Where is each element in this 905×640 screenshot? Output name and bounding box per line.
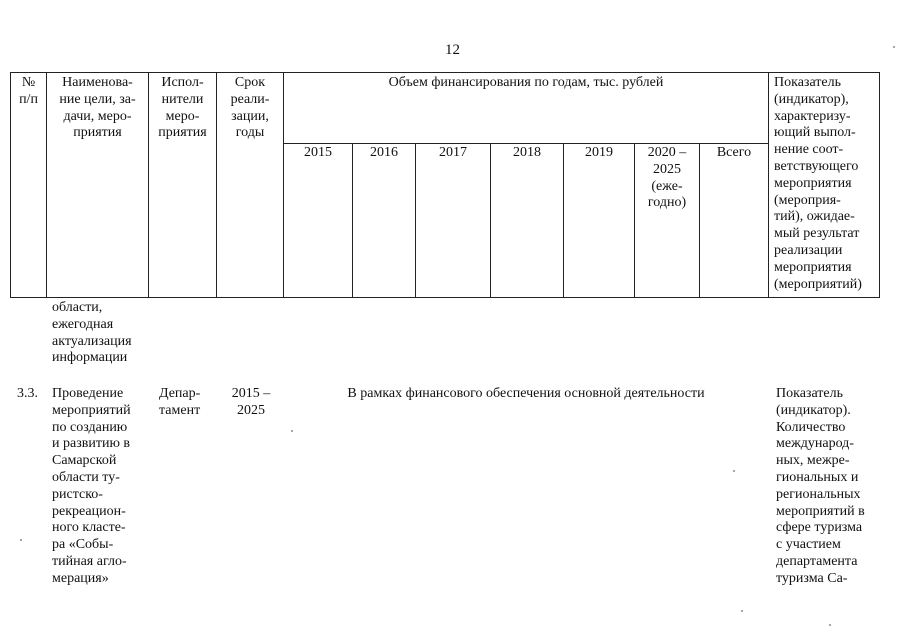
row-3-3-name: Проведение мероприятий по созданию и развитию в Самарской области ту- ристско- рекреацион- ного класте- ра «Собы- тийная агло- мерация»: [52, 386, 131, 586]
row-3-3-funding: В рамках финансового обеспечения основной деятельности: [347, 386, 705, 401]
scan-speck: [291, 430, 293, 432]
scan-speck: [829, 624, 831, 626]
scan-speck: [20, 539, 22, 541]
scan-speck: [733, 470, 735, 472]
continuation-name-tail: области, ежегодная актуализация информации: [52, 300, 132, 366]
header-year-2020-2025: 2020 – 2025 (еже- годно): [647, 145, 687, 211]
row-3-3-indicator: Показатель (индикатор). Количество международ- ных, межре- гиональных и региональных мероприятий в сфере туризма с участием департамента туризма Са-: [776, 386, 865, 586]
header-year-2019: 2019: [585, 145, 613, 160]
page-number: 12: [445, 42, 460, 58]
scan-speck: [741, 610, 743, 612]
header-col-term: Срок реали- зации, годы: [230, 75, 270, 141]
header-year-2017: 2017: [439, 145, 467, 160]
header-year-2018: 2018: [513, 145, 541, 160]
header-year-2015: 2015: [304, 145, 332, 160]
row-3-3-number: 3.3.: [17, 386, 38, 401]
row-3-3-term: 2015 – 2025: [231, 386, 271, 418]
header-year-total: Всего: [716, 145, 752, 160]
header-col-funding: Объем финансирования по годам, тыс. рублей: [388, 75, 664, 90]
header-year-2016: 2016: [370, 145, 398, 160]
header-col-indicator: Показатель (индикатор), характеризу- ющий выпол- нение соот- ветствующего мероприятия (мероприя- тий), ожидае- мый результат реализации мероприятия (мероприятий): [774, 75, 862, 292]
header-col-number: № п/п: [19, 75, 38, 107]
header-col-name: Наименова- ние цели, за- дачи, меро- приятия: [59, 75, 136, 141]
row-3-3-executor: Депар- тамент: [159, 386, 201, 418]
header-col-executor: Испол- нители меро- приятия: [158, 75, 207, 141]
scan-speck: [893, 46, 895, 48]
